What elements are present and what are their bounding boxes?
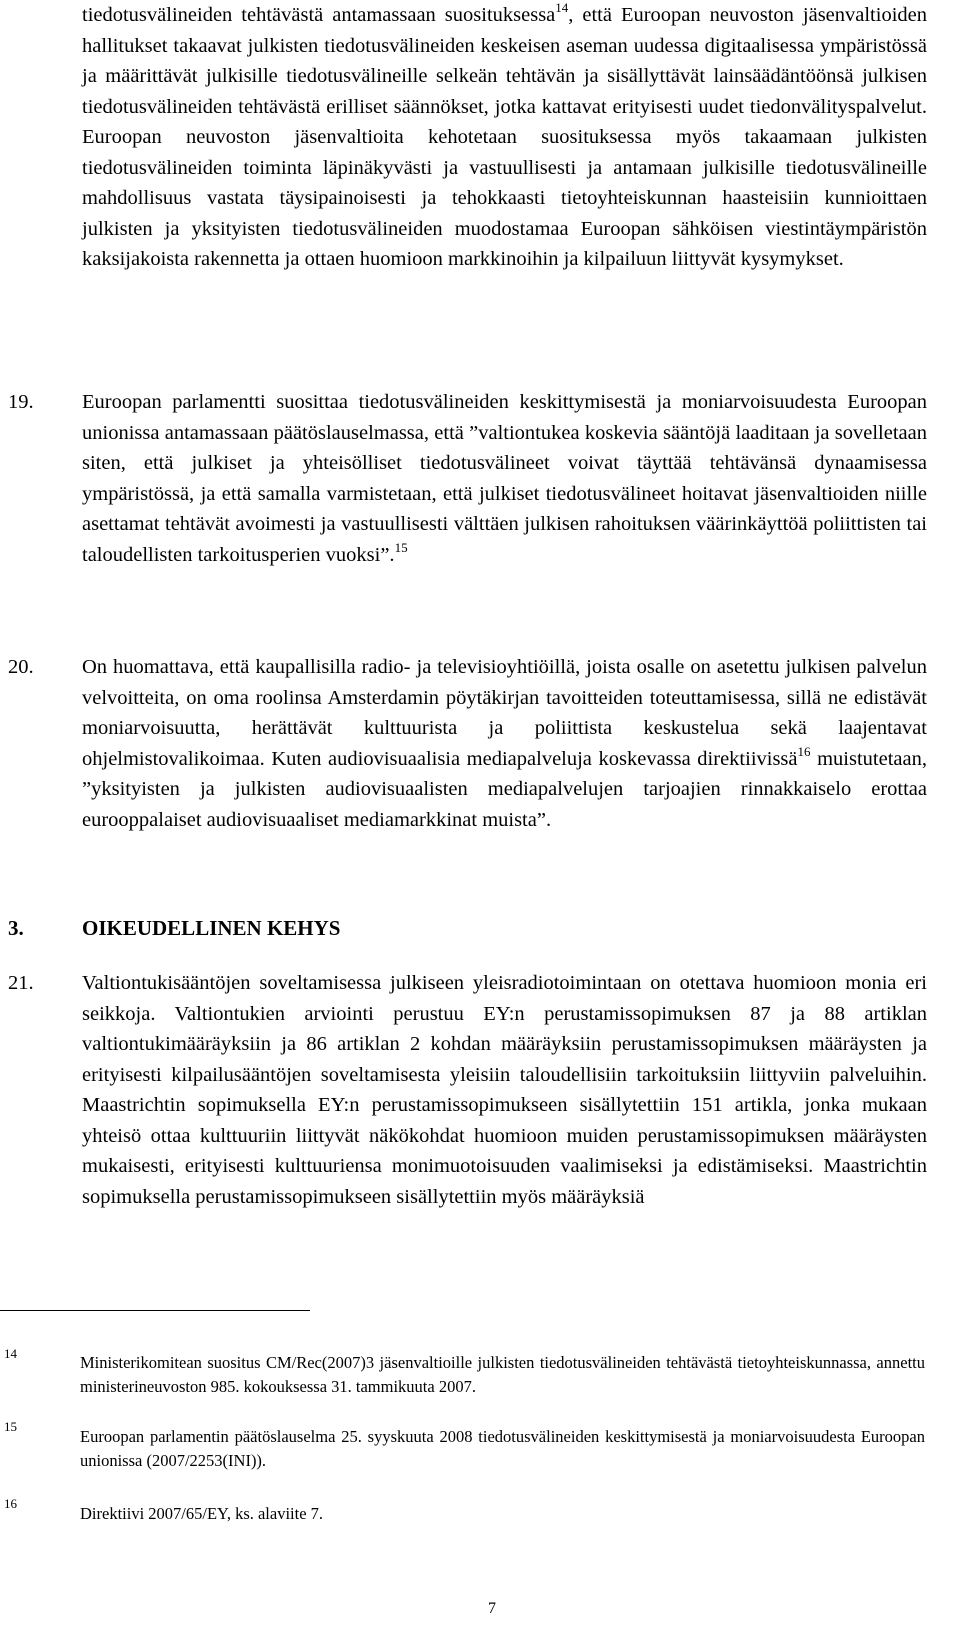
- paragraph-text: Valtiontukisääntöjen soveltamisessa julkiseen yleisradiotoimintaan on otettava huomioon monia eri seikkoja. Valtiontukien arviointi perustuu EY:n perustamissopimuksen 87 ja 88 artiklan valtiontukimääräyksiin ja 86 artiklan 2 kohdan määräyksiin perustamissopimuksen määräysten ja erityisesti kilpailusääntöjen soveltamisesta yleisiin taloudellisiin tarkoituksiin liittyviin palveluihin. Maastrichtin sopimuksella EY:n perustamissopimukseen sisällytettiin 151 artikla, jonka mukaan yhteisö ottaa kulttuuriin liittyvät näkökohdat huomioon muiden perustamissopimuksen määräysten mukaisesti, erityisesti kulttuuriensa monimuotoisuuden vaalimiseksi ja edistämiseksi. Maastrichtin sopimuksella perustamissopimukseen sisällytettiin myös määräyksiä: [82, 972, 927, 1208]
- paragraph-18-continuation: [82, 0, 927, 275]
- page-number: 7: [488, 1600, 496, 1617]
- footnote-number: 15: [4, 1419, 17, 1434]
- section-heading: OIKEUDELLINEN KEHYS: [82, 916, 341, 940]
- footnote-ref-16[interactable]: 16: [797, 743, 811, 759]
- footnote-number: 14: [4, 1346, 17, 1361]
- footnote-text: Euroopan parlamentin päätöslauselma 25. syyskuuta 2008 tiedotusvälineiden keskittymisestä ja moniarvoisuudesta Euroopan unionissa (2007/2253(INI)).: [80, 1427, 925, 1470]
- footnote-number: 16: [4, 1496, 17, 1511]
- section-number: 3.: [8, 916, 24, 940]
- paragraph-number: 20.: [8, 656, 34, 678]
- paragraph-21: [82, 968, 927, 1212]
- paragraph-20: [82, 652, 927, 835]
- paragraph-text: Euroopan parlamentti suosittaa tiedotusvälineiden keskittymisestä ja moniarvoisuudesta Euroopan unionissa antamassaan päätöslauselmassa, että ”valtiontukea koskevia sääntöjä laaditaan ja sovelletaan siten, että julkiset ja yhteisölliset tiedotusvälineet voivat täyttää tehtävänsä dynaamisessa ympäristössä, ja että samalla varmistetaan, että julkiset tiedotusvälineet hoitavat jäsenvaltioiden niille asettamat tehtävät avoimesti ja vastuullisesti välttäen julkisen rahoituksen väärinkäyttöä poliittisten tai taloudellisten tarkoitusperien vuoksi”.: [82, 391, 927, 566]
- paragraph-text: , että Euroopan neuvoston jäsenvaltioiden hallitukset takaavat julkisten tiedotusvälineiden keskeisen aseman uudessa digitaalisessa ympäristössä ja määrittävät julkisille tiedotusvälineille selkeän tehtävän ja sisällyttävät lainsäädäntöönsä julkisen tiedotusvälineiden tehtävästä erilliset säännökset, jotka kattavat erityisesti uudet tiedonvälityspalvelut. Euroopan neuvoston jäsenvaltioita kehotetaan suosituksessa myös takaamaan julkisten tiedotusvälineiden toiminta läpinäkyvästi ja vastuullisesti ja antamaan julkisille tiedotusvälineille mahdollisuus vastata täysipainoisesti ja tehokkaasti tietoyhteiskunnan haasteisiin kunnioittaen julkisten ja yksityisten tiedotusvälineiden muodostamaa Euroopan sähköisen viestintäympäristön kaksijakoista rakennetta ja ottaen huomioon markkinoihin ja kilpailuun liittyvät kysymykset.: [82, 4, 927, 270]
- footnote-ref-14[interactable]: 14: [555, 0, 569, 16]
- paragraph-text: tiedotusvälineiden tehtävästä antamassaan suosituksessa: [82, 4, 556, 26]
- footnote-text: Direktiivi 2007/65/EY, ks. alaviite 7.: [80, 1504, 324, 1523]
- footnote-text: Ministerikomitean suositus CM/Rec(2007)3 jäsenvaltioille julkisten tiedotusvälineiden tehtävästä tietoyhteiskunnassa, annettu ministerineuvoston 985. kokouksessa 31. tammikuuta 2007.: [80, 1353, 925, 1396]
- paragraph-19: [82, 387, 927, 570]
- footnote-ref-15[interactable]: 15: [394, 539, 408, 555]
- paragraph-number: 19.: [8, 391, 34, 413]
- paragraph-number: 21.: [8, 972, 34, 994]
- footnote-separator: [0, 1310, 310, 1311]
- paragraph-text: On huomattava, että kaupallisilla radio- ja televisioyhtiöillä, joista osalle on asetettu julkisen palvelun velvoitteita, on oma roolinsa Amsterdamin pöytäkirjan tavoitteiden toteuttamisessa, sillä ne edistävät moniarvoisuutta, herättävät kulttuurista ja poliittista keskustelua sekä laajentavat ohjelmistovalikoimaa. Kuten audiovisuaalisia mediapalveluja koskevassa direktiivissä: [82, 656, 927, 770]
- paragraph-text: muistutetaan, ”yksityisten ja julkisten audiovisuaalisten mediapalvelujen tarjoajien rinnakkaiselo erottaa eurooppalaiset audiovisuaaliset mediamarkkinat muista”.: [82, 747, 927, 831]
